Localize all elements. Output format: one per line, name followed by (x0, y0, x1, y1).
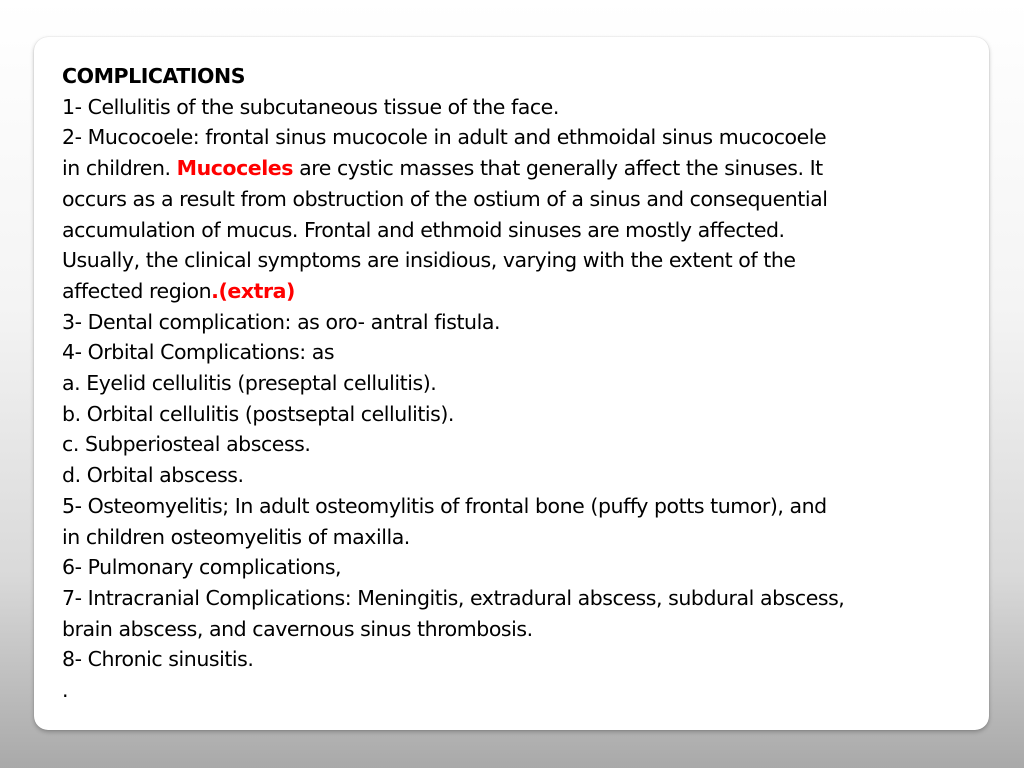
text-line-20: . (62, 678, 69, 703)
text-line-10: a. Eyelid cellulitis (preseptal cellulitis). (62, 371, 437, 396)
text-line-15: in children osteomyelitis of maxilla. (62, 524, 410, 549)
text-line-16: 6- Pulmonary complications, (62, 555, 342, 580)
slide-card (34, 37, 989, 730)
text-line-11: b. Orbital cellulitis (postseptal cellulitis). (62, 401, 454, 426)
text-line-3-end: are cystic masses that generally affect the sinuses. It (293, 156, 823, 181)
text-line-1: 1- Cellulitis of the subcutaneous tissue of the face. (62, 94, 559, 119)
text-line-3-start: in children. (62, 156, 177, 181)
slide-heading: COMPLICATIONS (62, 64, 246, 88)
highlight-mucoceles: Mucoceles (176, 156, 294, 181)
text-line-18: brain abscess, and cavernous sinus thrombosis. (62, 616, 533, 641)
text-line-17: 7- Intracranial Complications: Meningitis, extradural abscess, subdural abscess, (62, 585, 845, 610)
text-line-4: occurs as a result from obstruction of the ostium of a sinus and consequential (62, 186, 828, 211)
text-line-14: 5- Osteomyelitis; In adult osteomylitis of frontal bone (puffy potts tumor), and (62, 493, 827, 518)
text-line-5: accumulation of mucus. Frontal and ethmoid sinuses are mostly affected. (62, 217, 785, 242)
text-line-19: 8- Chronic sinusitis. (62, 647, 254, 672)
slide-content (62, 61, 979, 706)
text-line-9: 4- Orbital Complications: as (62, 340, 335, 365)
text-line-2: 2- Mucocoele: frontal sinus mucocole in adult and ethmoidal sinus mucocoele (62, 125, 827, 150)
text-line-3 (62, 153, 979, 184)
text-line-6: Usually, the clinical symptoms are insidious, varying with the extent of the (62, 248, 796, 273)
text-line-8: 3- Dental complication: as oro- antral fistula. (62, 309, 501, 334)
text-line-7 (62, 276, 979, 307)
text-line-12: c. Subperiosteal abscess. (62, 432, 311, 457)
highlight-extra: .(extra) (211, 278, 295, 303)
text-line-13: d. Orbital abscess. (62, 463, 244, 488)
text-line-7-start: affected region (62, 278, 212, 303)
